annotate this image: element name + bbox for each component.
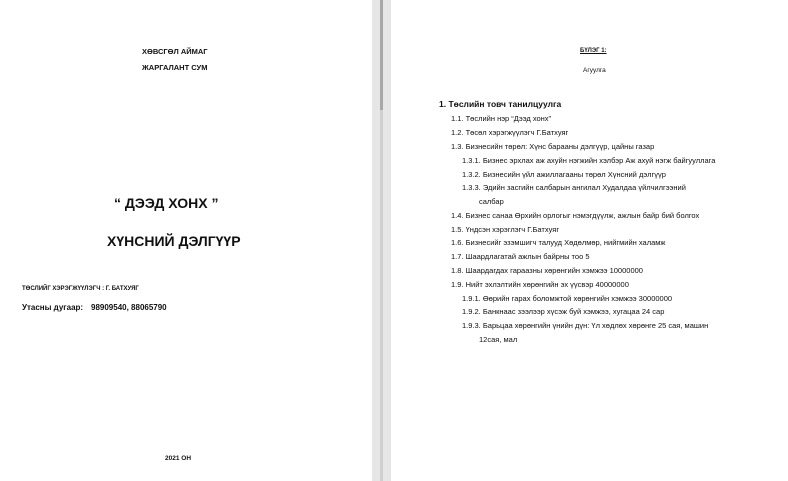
title-page	[0, 0, 372, 481]
list-item: 1.9. Нийт эхлэлтийн хөрөнгийн эх үүсвэр 40000000	[451, 280, 629, 289]
year-label: 2021 ОН	[165, 455, 192, 462]
list-item: 1.3.2. Бизнесийн үйл ажиллагааны төрөл Хүнсний дэлгүүр	[462, 170, 666, 179]
list-item: 1.1. Төслийн нэр “Дээд хонх”	[451, 114, 552, 123]
list-item: 12сая, мал	[479, 335, 518, 344]
content-page	[391, 0, 788, 481]
list-item: 1.9.3. Барьцаа хөрөнгийн үнийн дүн: Үл хөдлөх хөрөнге 25 сая, машин	[462, 321, 709, 330]
list-item: салбар	[479, 197, 504, 206]
section-1-heading: 1. Төслийн товч танилцуулга	[439, 99, 562, 109]
project-title: “ ДЭЭД ХОНХ ”	[114, 195, 219, 211]
phone-label: Утасны дугаар:	[22, 303, 84, 312]
list-item: 1.4. Бизнес санаа Өрхийн орлогыг нэмэгдүүлж, ажлын байр бий болгох	[451, 211, 700, 220]
list-item: 1.8. Шаардагдах гараазны хөрөнгийн хэмжээ 10000000	[451, 266, 643, 275]
scrollbar-thumb[interactable]	[380, 0, 383, 110]
aimag-name: ХӨВСГӨЛ АЙМАГ	[142, 47, 208, 56]
sum-name: ЖАРГАЛАНТ СУМ	[142, 63, 208, 72]
business-type-title: ХҮНСНИЙ ДЭЛГҮҮР	[107, 233, 241, 249]
list-item: 1.6. Бизнесийг эзэмшигч талууд Хөдөлмөр, нийгмийн халамж	[451, 238, 666, 247]
list-item: 1.3.3. Эдийн засгийн салбарын ангилал Худалдаа үйлчилгээний	[462, 183, 686, 192]
section-subheading: Агуулга	[583, 67, 606, 74]
list-item: 1.3.1. Бизнес эрхлах аж ахуйн нэгжийн хэлбэр Аж ахуй нэгж байгууллага	[462, 156, 716, 165]
author-line: ТӨСЛИЙГ ХЭРЭГЖҮҮЛЭГЧ : Г. БАТХУЯГ	[22, 286, 139, 292]
phone-numbers: 98909540, 88065790	[91, 303, 167, 312]
list-item: 1.5. Үндсэн хэрэглэгч Г.Батхуяг	[451, 225, 560, 234]
list-item: 1.9.1. Өөрийн гарах боломжтой хөрөнгийн хэмжээ 30000000	[462, 294, 673, 303]
list-item: 1.3. Бизнесийн төрөл: Хүнс барааны дэлгүүр, цайны газар	[451, 142, 655, 151]
section-heading: БҮЛЭГ 1:	[580, 48, 607, 54]
list-item: 1.2. Төсөл хэрэгжүүлэгч Г.Батхуяг	[451, 128, 569, 137]
list-item: 1.9.2. Банкнаас зээлээр хүсэж буй хэмжээ, хугацаа 24 сар	[462, 307, 665, 316]
list-item: 1.7. Шаардлагатай ажлын байрны тоо 5	[451, 252, 590, 261]
